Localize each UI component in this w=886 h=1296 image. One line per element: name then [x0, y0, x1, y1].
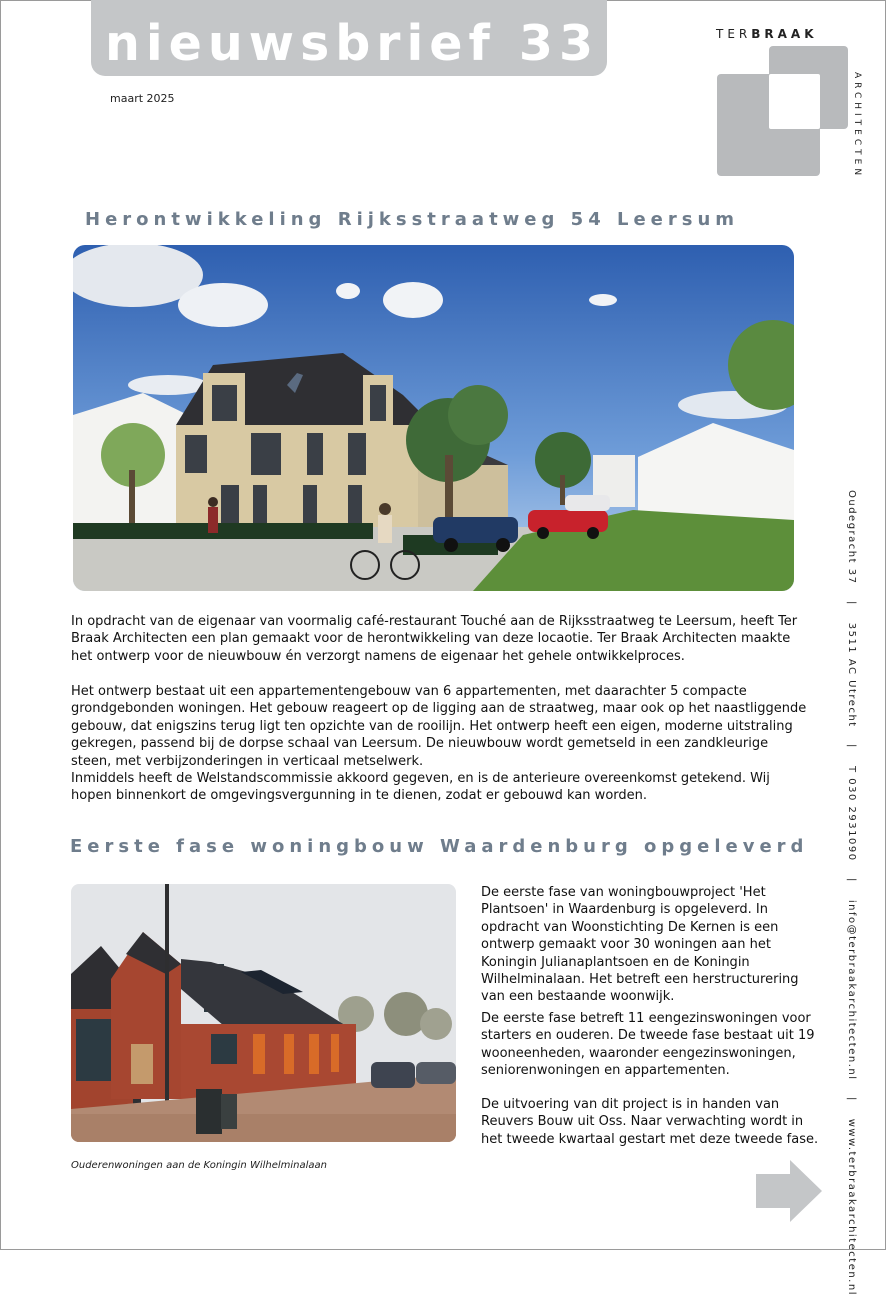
logo-square-cutout: [769, 74, 820, 129]
article1-heading: Herontwikkeling Rijksstraatweg 54 Leersum: [85, 209, 740, 230]
article2-paragraph: De eerste fase van woningbouwproject 'Het Plantsoen' in Waardenburg is opgeleverd. In opdracht van Woonstichting De Kernen is een ontwerp gemaakt voor 30 woningen aan het Koningin Julianaplantsoen en de Koningin Wilhelminalaan. Het betreft een herstructurering van een bestaande woonwijk.: [481, 885, 799, 1005]
article2-heading: Eerste fase woningbouw Waardenburg opgeleverd: [70, 836, 809, 857]
article1-paragraph: Inmiddels heeft de Welstandscommissie akkoord gegeven, en is de anterieure overeenkomst getekend. Wij hopen binnenkort de omgevingsvergunning in te dienen, zodat er gebouwd kan worden.: [71, 771, 770, 804]
contact-strip: [844, 490, 858, 1296]
issue-date: maart 2025: [110, 92, 175, 105]
contact-separator: |: [846, 1097, 857, 1103]
article1-paragraph: Het ontwerp bestaat uit een appartementengebouw van 6 appartementen, met daarachter 5 compacte grondgebonden woningen. Het gebouw reageert op de ligging aan de straatweg, maar ook op het naastliggende gebouw, dat enigszins terug ligt ten opzichte van de rooilijn. Het ontwerp heeft een eigen, moderne uitstraling gekregen, passend bij de dorpse schaal van Leersum. De nieuwbouw wordt gemetseld in een zandkleurige steen, met verbijzonderingen in verticaal metselwerk.: [71, 684, 807, 769]
contact-email-link[interactable]: info@terbraakarchitecten.nl: [846, 899, 857, 1081]
contact-separator: |: [846, 878, 857, 884]
contact-postcode: 3511 AC Utrecht: [846, 622, 857, 728]
article2-paragraph: De eerste fase betreft 11 eengezinswoningen voor starters en ouderen. De tweede fase bestaat uit 19 wooneenheden, waaronder eengezinswoningen, seniorenwoningen en appartementen.: [481, 1011, 815, 1079]
logo-subtitle: ARCHITECTEN: [852, 72, 862, 180]
arrow-right-icon[interactable]: [756, 1160, 822, 1222]
contact-website-link[interactable]: www.terbraakarchitecten.nl: [846, 1118, 857, 1296]
article2-photo-caption: Ouderenwoningen aan de Koningin Wilhelminalaan: [71, 1160, 328, 1171]
contact-phone: T 030 2931090: [846, 765, 857, 862]
logo-brand: BRAAK: [751, 27, 818, 41]
article2-houses-photo: [71, 884, 456, 1142]
article1-paragraph: In opdracht van de eigenaar van voormalig café-restaurant Touché aan de Rijksstraatweg te Leersum, heeft Ter Braak Architecten een plan gemaakt voor de herontwikkeling van deze locaotie. Ter Braak Architecten maakte het ontwerp voor de nieuwbouw én verzorgt namens de eigenaar het gehele ontwikkelproces.: [71, 614, 798, 664]
company-logo-wordmark: [716, 27, 818, 41]
contact-address: Oudegracht 37: [846, 490, 857, 585]
article2-paragraph: De uitvoering van dit project is in handen van Reuvers Bouw uit Oss. Naar verwachting wordt in het tweede kwartaal gestart met deze tweede fase.: [481, 1097, 819, 1147]
contact-separator: |: [846, 601, 857, 607]
contact-separator: |: [846, 744, 857, 750]
article1-rendering-image: [73, 245, 794, 591]
newsletter-title: nieuwsbrief 33: [105, 15, 600, 72]
logo-prefix: TER: [716, 27, 752, 41]
